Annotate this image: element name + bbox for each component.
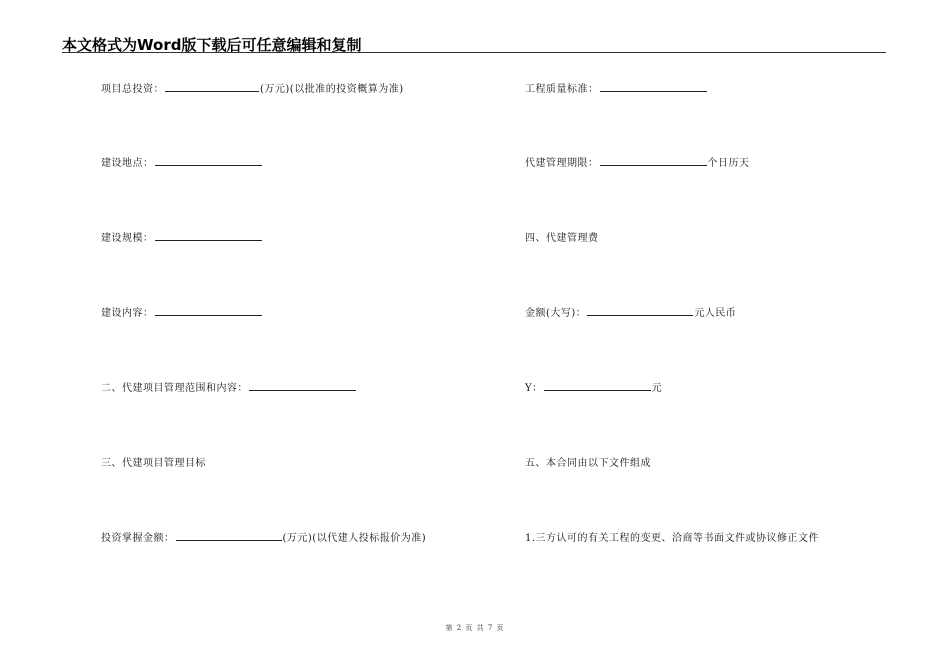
location-blank — [155, 164, 262, 166]
investment-control-suffix: (万元)(以代建人投标报价为准) — [282, 533, 427, 544]
section-two-label: 二、代建项目管理范围和内容： — [101, 383, 248, 394]
document-header-title: 本文格式为Word版下载后可任意编辑和复制 — [62, 36, 362, 54]
period-line — [525, 154, 750, 169]
amount-words-blank — [587, 314, 693, 316]
period-blank — [600, 164, 707, 166]
investment-line — [101, 80, 404, 95]
amount-words-label: 金额(大写)： — [525, 308, 587, 319]
investment-control-line — [101, 529, 426, 544]
section-two-line — [101, 379, 357, 394]
section-four-heading: 四、代建管理费 — [525, 233, 599, 244]
period-label: 代建管理期限： — [525, 158, 599, 169]
document-item-one: 1.三方认可的有关工程的变更、洽商等书面文件或协议修正文件 — [525, 533, 820, 544]
content-line — [101, 304, 263, 319]
amount-words-line — [525, 304, 736, 319]
header-divider — [62, 52, 886, 53]
quality-blank — [600, 90, 707, 92]
investment-blank — [165, 90, 259, 92]
amount-number-label: Y： — [525, 383, 543, 394]
quality-line — [525, 80, 708, 95]
scale-line — [101, 229, 263, 244]
investment-control-label: 投资掌握金额： — [101, 533, 175, 544]
location-line — [101, 154, 263, 169]
amount-number-line — [525, 379, 662, 394]
section-five-heading: 五、本合同由以下文件组成 — [525, 458, 651, 469]
amount-number-blank — [544, 389, 651, 391]
content-blank — [155, 314, 262, 316]
amount-words-suffix: 元人民币 — [694, 308, 737, 319]
investment-control-blank — [176, 539, 282, 541]
scale-blank — [155, 239, 262, 241]
amount-number-suffix: 元 — [651, 383, 663, 394]
investment-label: 项目总投资： — [101, 84, 164, 95]
scale-label: 建设规模： — [101, 233, 154, 244]
period-suffix: 个日历天 — [707, 158, 750, 169]
content-label: 建设内容： — [101, 308, 154, 319]
section-two-blank — [249, 389, 356, 391]
section-three-heading: 三、代建项目管理目标 — [101, 458, 206, 469]
investment-suffix: (万元)(以批准的投资概算为准) — [260, 84, 404, 95]
location-label: 建设地点： — [101, 158, 154, 169]
quality-label: 工程质量标准： — [525, 84, 599, 95]
page-number-footer: 第 2 页 共 7 页 — [445, 624, 505, 632]
